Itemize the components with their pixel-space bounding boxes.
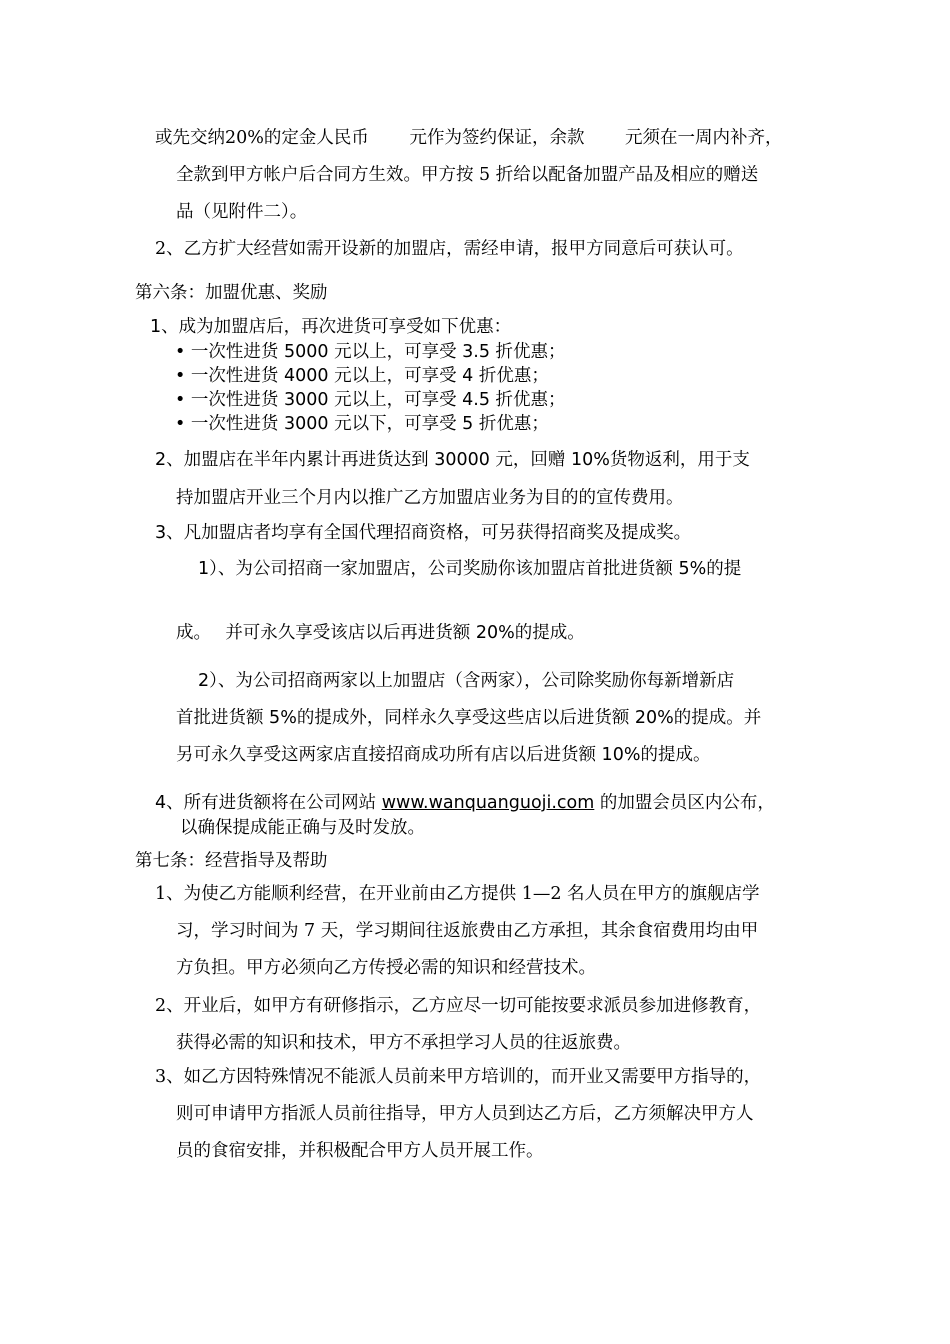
s5-line-3: 品（见附件二）。 — [176, 202, 308, 222]
s6-item-1: 1、成为加盟店后，再次进货可享受如下优惠： — [150, 317, 512, 337]
bullet-icon: • — [175, 342, 186, 362]
s7-item-3-line-1: 3、如乙方因特殊情况不能派人员前来甲方培训的，而开业又需要甲方指导的， — [155, 1067, 762, 1087]
s5-line-2: 全款到甲方帐户后合同方生效。甲方按 5 折给以配备加盟产品及相应的赠送 — [176, 165, 759, 185]
s6-sub-1-line-2: 成。 并可永久享受该店以后再进货额 20%的提成。 — [176, 623, 585, 643]
s7-item-1-line-3: 方负担。甲方必须向乙方传授必需的知识和经营技术。 — [176, 958, 596, 978]
s5-line-1: 或先交纳20%的定金人民币 元作为签约保证，余款 元须在一周内补齐， — [155, 128, 783, 148]
bullet-icon: • — [175, 390, 186, 410]
s6-item-4-line-2: 以确保提成能正确与及时发放。 — [180, 818, 425, 838]
s7-item-3-line-3: 员的食宿安排，并积极配合甲方人员开展工作。 — [176, 1141, 544, 1161]
s6-sub-1-line-1: 1）、为公司招商一家加盟店，公司奖励你该加盟店首批进货额 5%的提 — [198, 559, 742, 579]
s6-item-3: 3、凡加盟店者均享有全国代理招商资格，可另获得招商奖及提成奖。 — [155, 523, 692, 543]
s6-sub-2-line-3: 另可永久享受这两家店直接招商成功所有店以后进货额 10%的提成。 — [176, 745, 711, 765]
s6-item-4-line-1: 4、所有进货额将在公司网站 www.wanquanguoji.com 的加盟会员区内公布， — [155, 793, 775, 813]
s6-item-2-line-1: 2、加盟店在半年内累计再进货达到 30000 元，回赠 10%货物返利，用于支 — [155, 450, 750, 470]
s6-sub-2-line-1: 2）、为公司招商两家以上加盟店（含两家），公司除奖励你每新增新店 — [198, 671, 735, 691]
s6-bullet-2: • 一次性进货 4000 元以上，可享受 4 折优惠； — [175, 366, 549, 386]
s6-item-2-line-2: 持加盟店开业三个月内以推广乙方加盟店业务为目的的宣传费用。 — [176, 488, 684, 508]
s7-item-3-line-2: 则可申请甲方指派人员前往指导，甲方人员到达乙方后，乙方须解决甲方人 — [176, 1104, 754, 1124]
bullet-icon: • — [175, 414, 186, 434]
section-6-heading: 第六条：加盟优惠、奖励 — [135, 283, 328, 303]
s7-item-1-line-1: 1、为使乙方能顺利经营，在开业前由乙方提供 1—2 名人员在甲方的旗舰店学 — [155, 884, 760, 904]
s6-bullet-3: • 一次性进货 3000 元以上，可享受 4.5 折优惠； — [175, 390, 566, 410]
s7-item-2-line-2: 获得必需的知识和技术，甲方不承担学习人员的往返旅费。 — [176, 1033, 631, 1053]
s6-sub-2-line-2: 首批进货额 5%的提成外，同样永久享受这些店以后进货额 20%的提成。并 — [176, 708, 762, 728]
s7-item-2-line-1: 2、开业后，如甲方有研修指示，乙方应尽一切可能按要求派员参加进修教育， — [155, 996, 762, 1016]
section-7-heading: 第七条：经营指导及帮助 — [135, 851, 328, 871]
s5-item-2: 2、乙方扩大经营如需开设新的加盟店，需经申请，报甲方同意后可获认可。 — [155, 239, 744, 259]
s6-bullet-1: • 一次性进货 5000 元以上，可享受 3.5 折优惠； — [175, 342, 566, 362]
bullet-icon: • — [175, 366, 186, 386]
s7-item-1-line-2: 习，学习时间为 7 天，学习期间往返旅费由乙方承担，其余食宿费用均由甲 — [176, 921, 759, 941]
s6-bullet-4: • 一次性进货 3000 元以下，可享受 5 折优惠； — [175, 414, 549, 434]
website-link[interactable]: www.wanquanguoji.com — [381, 793, 595, 813]
